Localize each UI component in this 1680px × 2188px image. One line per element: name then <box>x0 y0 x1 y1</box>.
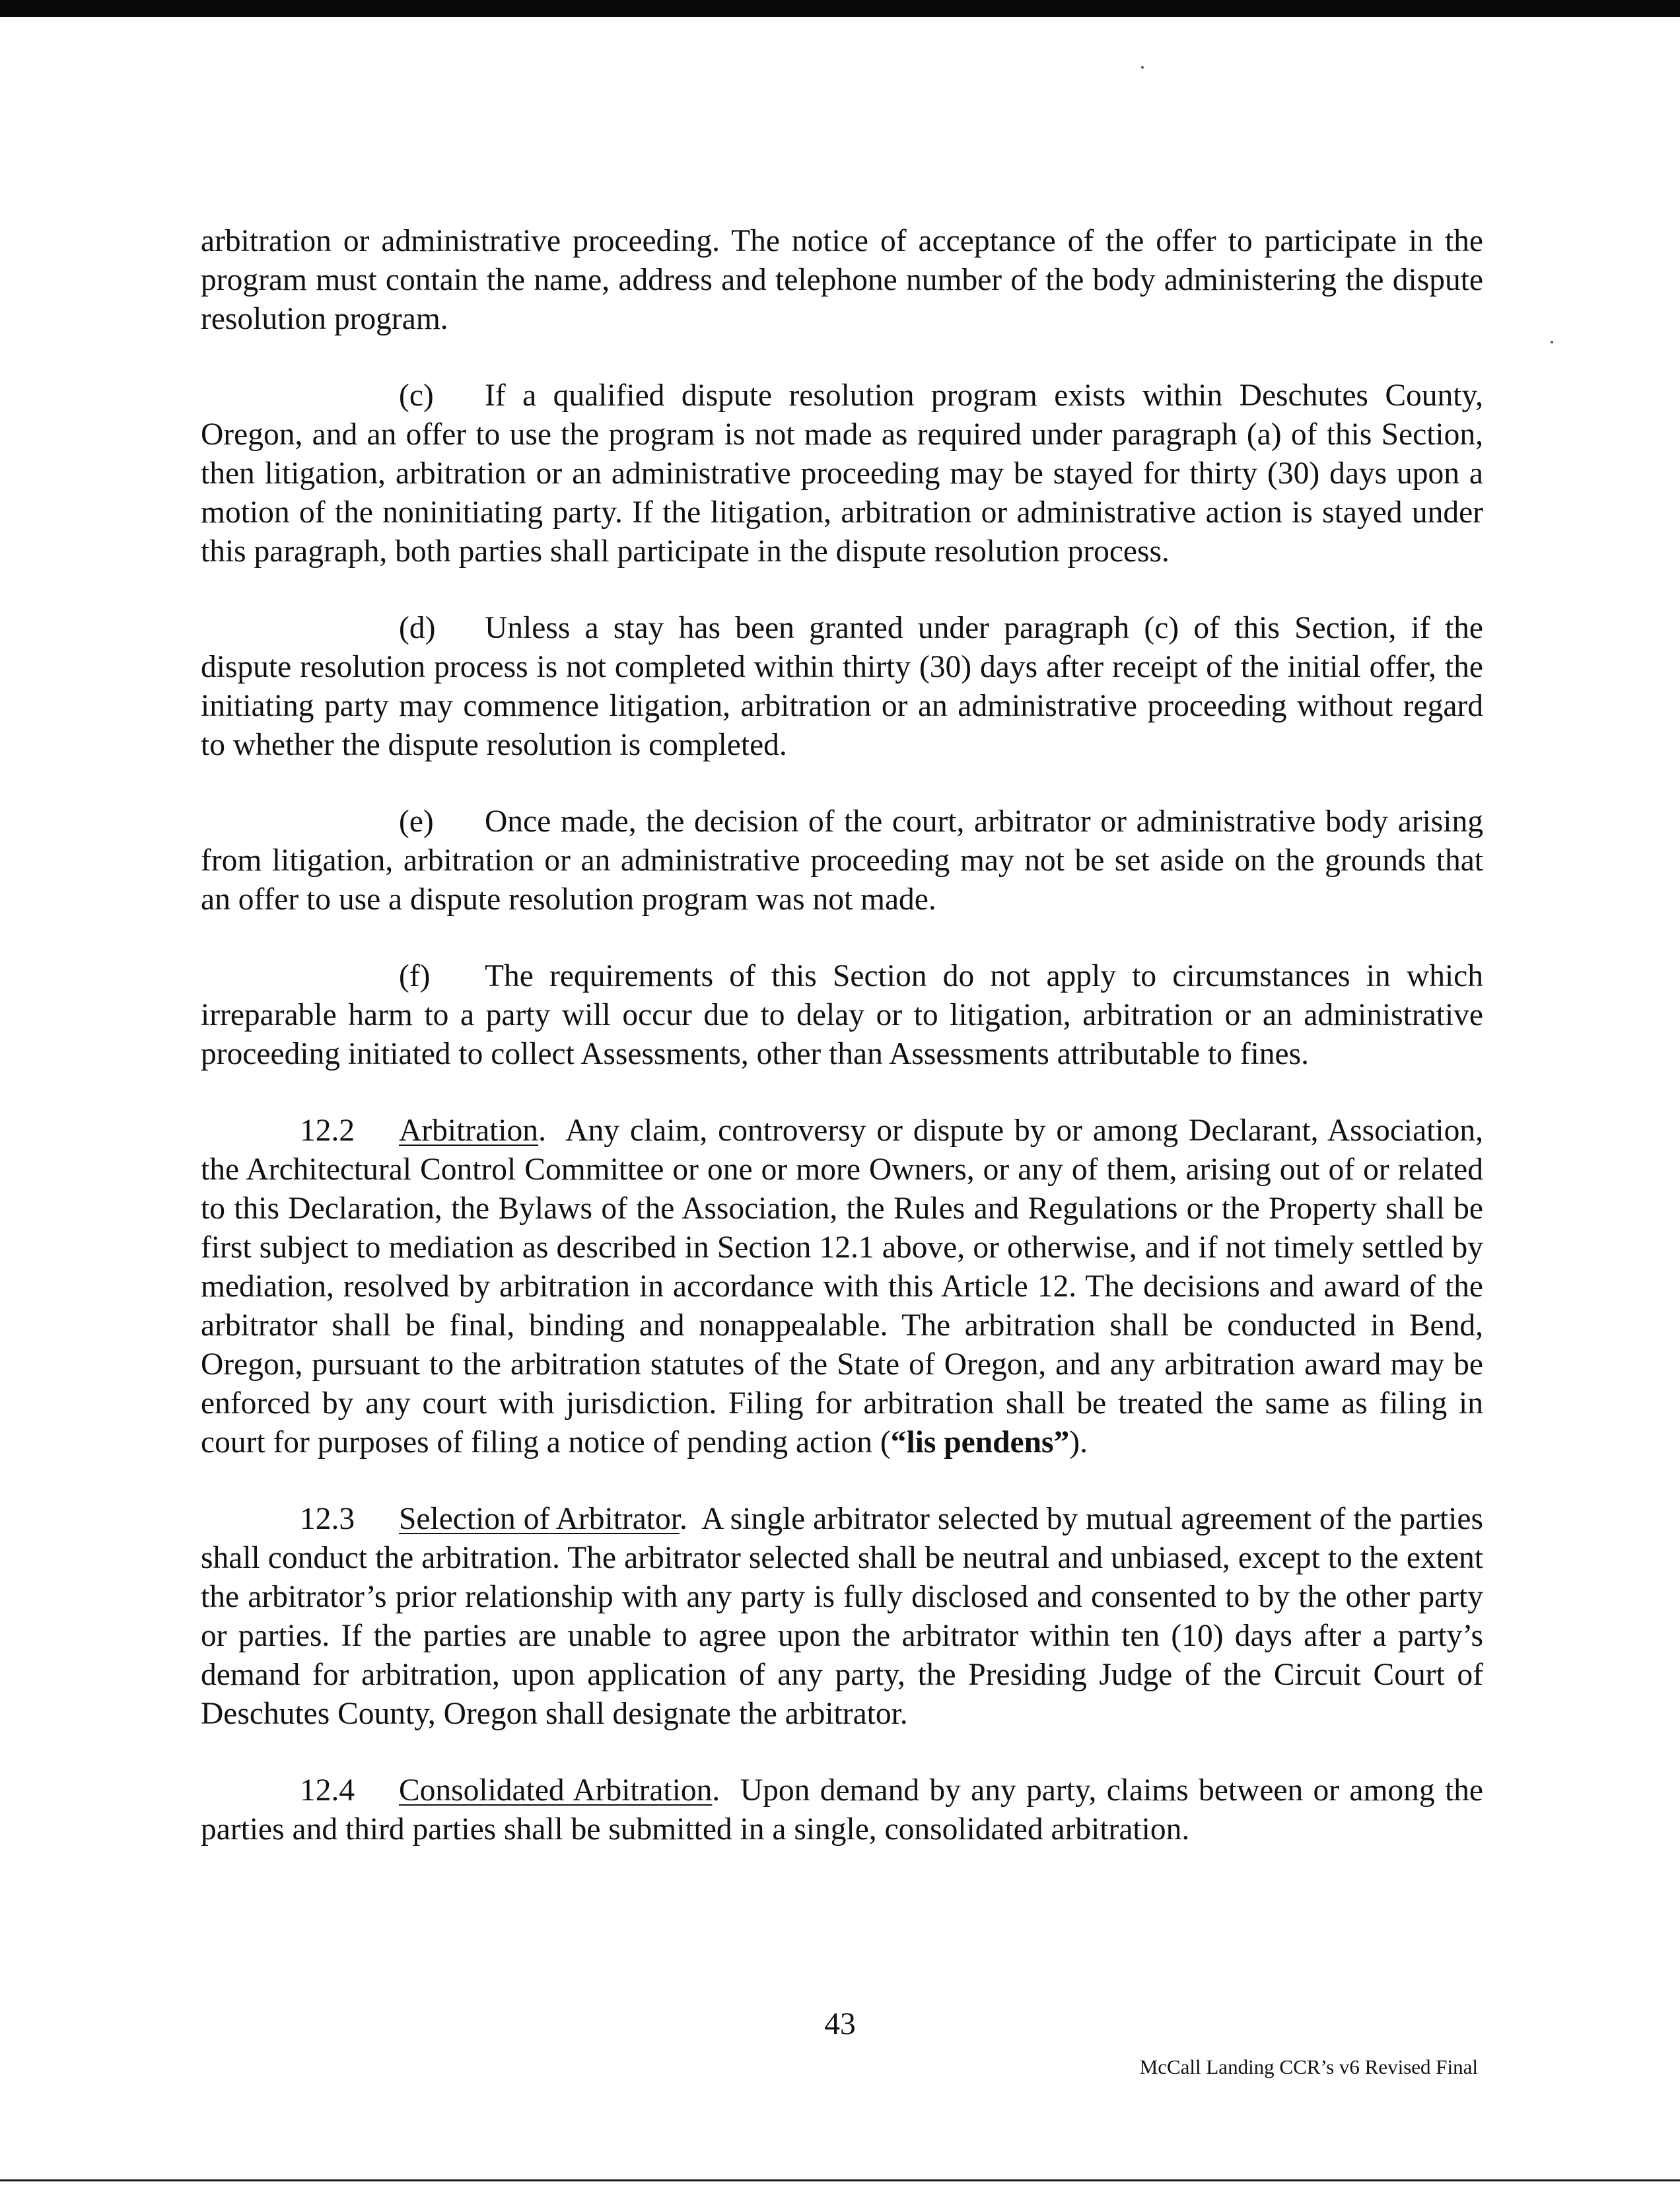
scan-bottom-border <box>0 2179 1680 2181</box>
paragraph-label: (e) <box>399 804 434 839</box>
defined-term: “lis pendens” <box>890 1425 1070 1460</box>
paragraph-label: (c) <box>399 378 434 413</box>
section-text: Upon demand by any party, claims between or among the parties and third parties shall be submitted in a single, consolidated arbitration. <box>201 1773 1483 1847</box>
scan-top-border <box>0 0 1680 17</box>
paragraph-label: (d) <box>399 611 436 645</box>
document-footer: McCall Landing CCR’s v6 Revised Final <box>1139 2055 1478 2078</box>
paragraph-label: (f) <box>399 959 431 993</box>
section-title: Arbitration <box>399 1113 539 1148</box>
paragraph-d <box>201 609 1483 765</box>
section-number: 12.4 <box>300 1773 355 1808</box>
section-number: 12.3 <box>300 1502 355 1536</box>
section-text: Any claim, controversy or dispute by or among Declarant, Association, the Architectural Control Committee or one or more Owners, or any of them, arising out of or related to this Declaration, the Bylaws of the Association, the Rules and Regulations or the Property shall be first subject to mediation as described in Section 12.1 above, or otherwise, and if not timely settled by mediation, resolved by arbitration in accordance with this Article 12. The decisions and award of the arbitrator shall be final, binding and nonappealable. The arbitration shall be conducted in Bend, Oregon, pursuant to the arbitration statutes of the State of Oregon, and any arbitration award may be enforced by any court with jurisdiction. Filing for arbitration shall be treated the same as filing in court for purposes of filing a notice of pending action ( <box>201 1113 1483 1460</box>
section-12-3: 12.3 Selection of Arbitrator. A single arbitrator selected by mutual agreement of the parties shall conduct the arbitration. The arbitrator selected shall be neutral and unbiased, except to the extent the arbitrator’s prior relationship with any party is fully disclosed and consented to by the other party or parties. If the parties are unable to agree upon the arbitrator within ten (10) days after a party’s demand for arbitration, upon application of any party, the Presiding Judge of the Circuit Court of Deschutes County, Oregon shall designate the arbitrator. <box>201 1500 1483 1734</box>
section-title: Consolidated Arbitration <box>399 1773 713 1808</box>
continuation-paragraph <box>201 222 1483 339</box>
paragraph-text: Unless a stay has been granted under paragraph (c) of this Section, if the dispute resolution process is not completed within thirty (30) days after receipt of the initial offer, the initiating party may commence litigation, arbitration or an administrative proceeding without regard to whether the dispute resolution is completed. <box>201 611 1483 762</box>
paragraph-c <box>201 376 1483 571</box>
paragraph-text: Once made, the decision of the court, arbitrator or administrative body arising from litigation, arbitration or an administrative proceeding may not be set aside on the grounds that an offer to use a dispute resolution program was not made. <box>201 804 1483 917</box>
section-number: 12.2 <box>300 1113 355 1148</box>
section-text: A single arbitrator selected by mutual agreement of the parties shall conduct the arbitration. The arbitrator selected shall be neutral and unbiased, except to the extent the arbitrator’s prior relationship with any party is fully disclosed and consented to by the other party or parties. If the parties are unable to agree upon the arbitrator within ten (10) days after a party’s demand for arbitration, upon application of any party, the Presiding Judge of the Circuit Court of Deschutes County, Oregon shall designate the arbitrator. <box>201 1502 1483 1731</box>
section-12-2: 12.2 Arbitration. Any claim, controversy or dispute by or among Declarant, Association, the Architectural Control Committee or one or more Owners, or any of them, arising out of or related to this Declaration, the Bylaws of the Association, the Rules and Regulations or the Property shall be first subject to mediation as described in Section 12.1 above, or otherwise, and if not timely settled by mediation, resolved by arbitration in accordance with this Article 12. The decisions and award of the arbitrator shall be final, binding and nonappealable. The arbitration shall be conducted in Bend, Oregon, pursuant to the arbitration statutes of the State of Oregon, and any arbitration award may be enforced by any court with jurisdiction. Filing for arbitration shall be treated the same as filing in court for purposes of filing a notice of pending action (“lis pendens”). <box>201 1112 1483 1462</box>
paragraph-text: If a qualified dispute resolution program exists within Deschutes County, Oregon, and an offer to use the program is not made as required under paragraph (a) of this Section, then litigation, arbitration or an administrative proceeding may be stayed for thirty (30) days upon a motion of the noninitiating party. If the litigation, arbitration or administrative action is stayed under this paragraph, both parties shall participate in the dispute resolution process. <box>201 378 1483 569</box>
paragraph-f <box>201 957 1483 1074</box>
scan-speck <box>1551 341 1553 343</box>
page-number: 43 <box>824 2007 856 2041</box>
section-text-end: ). <box>1069 1425 1088 1460</box>
scan-speck <box>1141 66 1144 69</box>
section-12-4: 12.4 Consolidated Arbitration. Upon demand by any party, claims between or among the parties and third parties shall be submitted in a single, consolidated arbitration. <box>201 1771 1483 1849</box>
section-title: Selection of Arbitrator <box>399 1502 680 1536</box>
document-body <box>201 222 1483 1887</box>
paragraph-text: arbitration or administrative proceeding. The notice of acceptance of the offer to participate in the program must contain the name, address and telephone number of the body administering the dispute resolution program. <box>201 224 1483 336</box>
paragraph-text: The requirements of this Section do not apply to circumstances in which irreparable harm to a party will occur due to delay or to litigation, arbitration or an administrative proceeding initiated to collect Assessments, other than Assessments attributable to fines. <box>201 959 1483 1071</box>
paragraph-e <box>201 802 1483 919</box>
